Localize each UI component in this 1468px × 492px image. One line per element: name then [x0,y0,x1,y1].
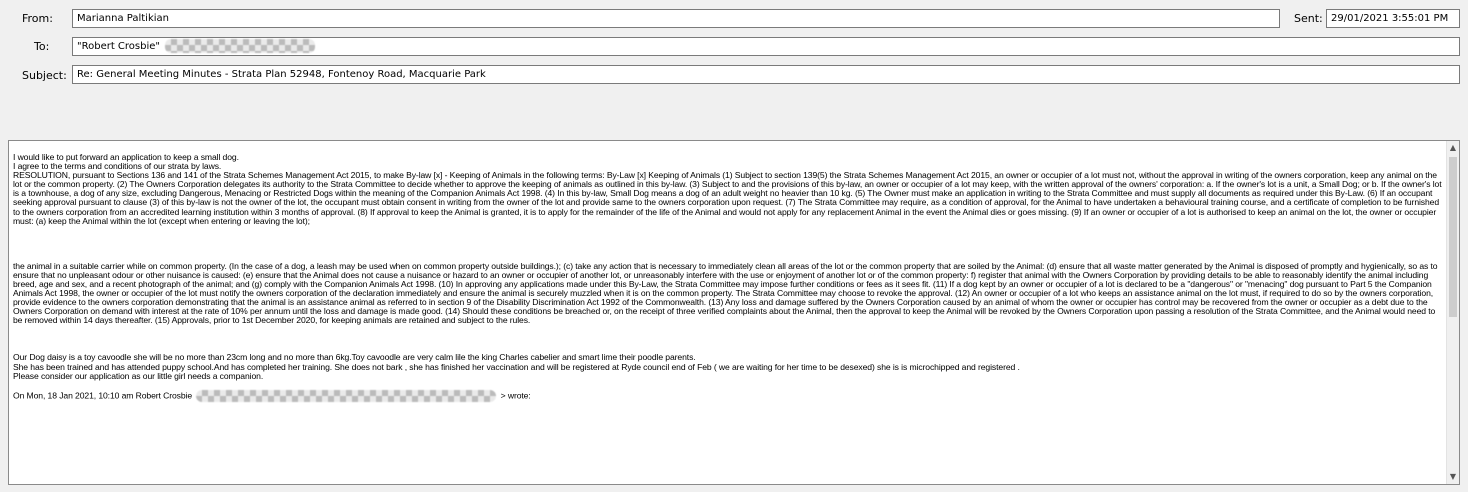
to-label: To: [34,40,50,53]
vertical-scrollbar[interactable] [1446,141,1459,484]
to-value: "Robert Crosbie" [77,41,161,52]
quote-suffix: > wrote: [500,389,531,400]
sent-field[interactable]: 29/01/2021 3:55:01 PM [1326,9,1460,28]
redacted-email [165,39,315,53]
message-body[interactable] [8,140,1460,485]
scroll-thumb[interactable] [1449,157,1457,317]
subject-field[interactable]: Re: General Meeting Minutes - Strata Plan 52948, Fontenoy Road, Macquarie Park [72,65,1460,84]
body-line: Our Dog daisy is a toy cavoodle she will be no more than 23cm long and no more than 6kg.Toy cavoodle are very calm lile the king Charles cabelier and smart lime their poodle parents. [13,352,696,363]
body-line: I would like to put forward an application to keep a small dog. [13,152,239,162]
subject-label: Subject: [22,69,67,82]
body-line: She has been trained and has attended puppy school.And has completed her training. She does not bark , she has finished her vaccination and will be registered at Ryde council end of Feb ( we are waiting for her time to be desexed) she is is microchipped and registered . [13,361,1020,372]
from-field[interactable]: Marianna Paltikian [72,9,1280,28]
body-line: Please consider our application as our little girl needs a companion. [13,370,264,381]
scroll-down-icon[interactable]: ▼ [1449,472,1457,481]
from-label: From: [22,12,53,25]
body-line: I agree to the terms and conditions of our strata by laws. [13,161,222,172]
to-field[interactable] [72,37,1460,56]
body-paragraph: the animal in a suitable carrier while on common property. (In the case of a dog, a leash may be used when on common property outside buildings.); (c) take any action that is necessary to immediately clean all areas of the lot or the common property that are soiled by the Animal: (d) ensure that all waste matter generated by the Animal is disposed of promptly and hygienically, so as to ensure that no unpleasant odour or other nuisance is caused: (e) ensure that the Animal does not cause a nuisance or hazard to an owner or occupier of another lot, or unreasonably interfere with the use or enjoyment of another lot or of the common property: f) register that animal with the Owners Corporation by providing details to be able to reasonably identify the animal including breed, age and sex, and a recent photograph of the animal; and (g) comply with the Companion Animals Act 1998. (10) In approving any applications made under this By-Law, the Strata Committee may impose further conditions or fees as it sees fit. (11) If a dog kept by an owner or occupier of a lot is declared to be a "dangerous" or "menacing" dog pursuant to Part 5 the Companion Animals Act 1998, the owner or occupier of the lot must notify the owners corporation of the declaration immediately and ensure the animal is securely muzzled when it is on the common property. The Strata Committee may choose to revoke the approval. (12) An owner or occupier of a lot who keeps an assistance animal on the lot must, if required to do so by the owners corporation, provide evidence to the owners corporation demonstrating that the animal is an assistance animal as referred to in section 9 of the Disability Discrimination Act 1992 of the Commonwealth. (13) Any loss and damage suffered by the Owners Corporation caused by an animal of whom the owner or occupier has control may be recovered from the owner or occupier as a debt due to the Owners Corporation on demand with interest at the rate of 10% per annum until the loss and damage is made good. (14) Should these conditions be breached or, on the receipt of three verified complaints about the Animal, then the approval to keep the Animal will be revoked by the Owners Corporation upon passing a resolution of the Strata Committee, and the Animal would need to be removed within 14 days thereafter. (15) Approvals, prior to 1st December 2020, for keeping animals are retained and subject to the rules. [13,260,1438,326]
quote-header [13,390,1443,402]
body-paragraph: RESOLUTION, pursuant to Sections 136 and 141 of the Strata Schemes Management Act 2015, to make By-law [x] - Keeping of Animals in the following terms: By-Law [x] Keeping of Animals (1) Subject to section 139(5) the Strata Schemes Management Act 2015, an owner or occupier of a lot must not, without the approval in writing of the owners corporation, keep any animal on the lot or the common property. (2) The Owners Corporation delegates its authority to the Strata Committee to decide whether to approve the keeping of animals as outlined in this by-law. (3) Subject to and the provisions of this by-law, an owner or occupier of a lot may keep, with the written approval of the owners' corporation: a. If the owner's lot is a unit, a Small Dog; or b. If the owner's lot is a townhouse, a dog of any size, excluding Dangerous, Menacing or Restricted Dogs within the meaning of the Companion Animals Act 1998. (4) In this by-law, Small Dog means a dog of an adult weight no heavier than 10 kg. (5) The Owner must make an application in writing to the Strata Committee and must supply all documents as required under this By-Law. (6) If an occupant seeking approval pursuant to clause (3) of this by-law is not the owner of the lot, the occupant must obtain consent in writing from the owner of the lot and provide same to the owners corporation upon request. (7) The Strata Committee may require, as a condition of approval, for the Animal to have undertaken a behavioural training course, and a certificate of completion to be furnished to the owners corporation from an accredited learning institution within 3 months of approval. (8) If approval to keep the Animal is granted, it is to apply for the remainder of the life of the Animal and would not apply for any replacement Animal in the event the Animal dies or goes missing. (9) If an owner or occupier of a lot is authorised to keep an animal on the lot, the owner or occupier must: (a) keep the Animal within the lot (except when entering or leaving the lot); [13,170,1442,226]
quote-prefix: On Mon, 18 Jan 2021, 10:10 am Robert Crosbie [13,389,193,400]
redacted-email [196,390,496,402]
scroll-up-icon[interactable]: ▲ [1449,143,1457,152]
message-text [13,153,1443,402]
sent-label: Sent: [1294,12,1323,25]
